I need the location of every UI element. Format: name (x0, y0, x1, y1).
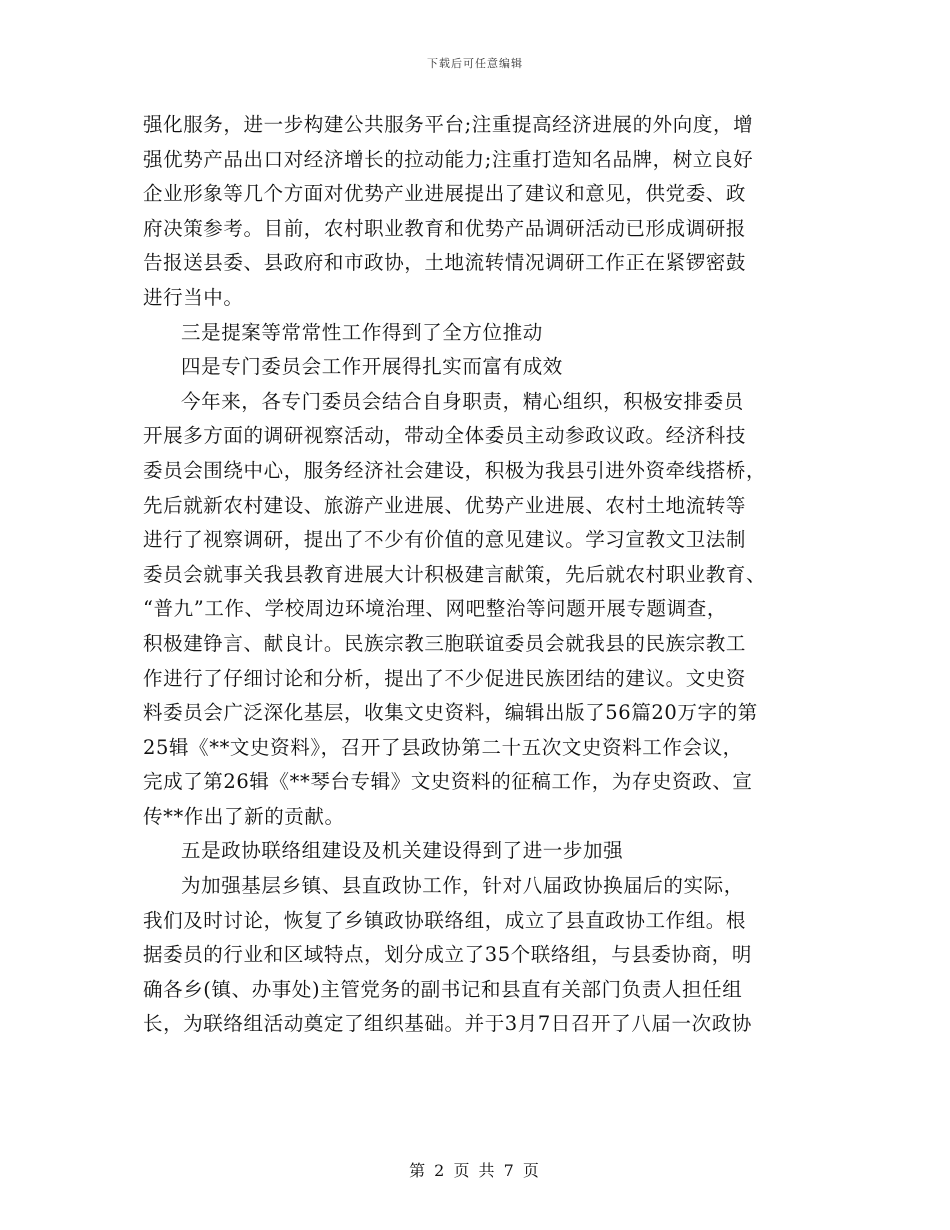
text-line: 为加强基层乡镇、县直政协工作，针对八届政协换届后的实际， (181, 874, 744, 898)
text-line: 进行了视察调研，提出了不少有价值的意见建议。学习宣教文卫法制 (143, 528, 747, 552)
text-line: 开展多方面的调研视察活动，带动全体委员主动参政议政。经济科技 (143, 424, 747, 448)
page-footer: 第 2 页 共 7 页 (409, 1161, 541, 1180)
text-line: 积极建铮言、献良计。民族宗教三胞联谊委员会就我县的民族宗教工 (143, 631, 747, 655)
page-header: 下载后可任意编辑 (427, 57, 523, 70)
text-line: 我们及时讨论，恢复了乡镇政协联络组，成立了县直政协工作组。根 (143, 908, 747, 932)
text-line: 委员会围绕中心，服务经济社会建设，积极为我县引进外资牵线搭桥， (143, 458, 767, 482)
text-line: 25辑《**文史资料》，召开了县政协第二十五次文史资料工作会议， (143, 735, 743, 759)
text-line: 三是提案等常常性工作得到了全方位推动 (181, 320, 543, 344)
text-line: 据委员的行业和区域特点，划分成立了35个联络组，与县委协商，明 (143, 943, 752, 967)
text-line: 今年来，各专门委员会结合自身职责，精心组织，积极安排委员 (181, 389, 744, 413)
text-line: “普九”工作、学校周边环境治理、网吧整治等问题开展专题调查， (143, 597, 727, 621)
text-line: 强化服务，进一步构建公共服务平台;注重提高经济进展的外向度，增 (143, 113, 754, 136)
text-line: 作进行了仔细讨论和分析，提出了不少促进民族团结的建议。文史资 (143, 666, 747, 690)
text-line: 四是专门委员会工作开展得扎实而富有成效 (181, 355, 563, 379)
text-line: 五是政协联络组建设及机关建设得到了进一步加强 (181, 839, 624, 863)
text-line: 委员会就事关我县教育进展大计积极建言献策，先后就农村职业教育、 (143, 562, 767, 586)
text-line: 完成了第26辑《**琴台专辑》文史资料的征稿工作，为存史资政、宣 (143, 770, 753, 794)
text-line: 长，为联络组活动奠定了组织基础。并于3月7日召开了八届一次政协 (143, 1012, 752, 1036)
text-line: 府决策参考。目前，农村职业教育和优势产品调研活动已形成调研报 (143, 216, 747, 240)
text-line: 确各乡(镇、办事处)主管党务的副书记和县直有关部门负责人担任组 (143, 977, 743, 1001)
document-body (143, 108, 811, 1042)
text-line: 企业形象等几个方面对优势产业进展提出了建议和意见，供党委、政 (143, 182, 747, 206)
text-line: 进行当中。 (143, 285, 244, 309)
text-line: 料委员会广泛深化基层，收集文史资料，编辑出版了56篇20万字的第 (143, 701, 758, 725)
text-line: 告报送县委、县政府和市政协，土地流转情况调研工作正在紧锣密鼓 (143, 251, 747, 275)
text-line: 先后就新农村建设、旅游产业进展、优势产业进展、农村土地流转等 (143, 493, 747, 517)
text-line: 传**作出了新的贡献。 (143, 804, 345, 828)
text-line: 强优势产品出口对经济增长的拉动能力;注重打造知名品牌，树立良好 (143, 147, 754, 171)
